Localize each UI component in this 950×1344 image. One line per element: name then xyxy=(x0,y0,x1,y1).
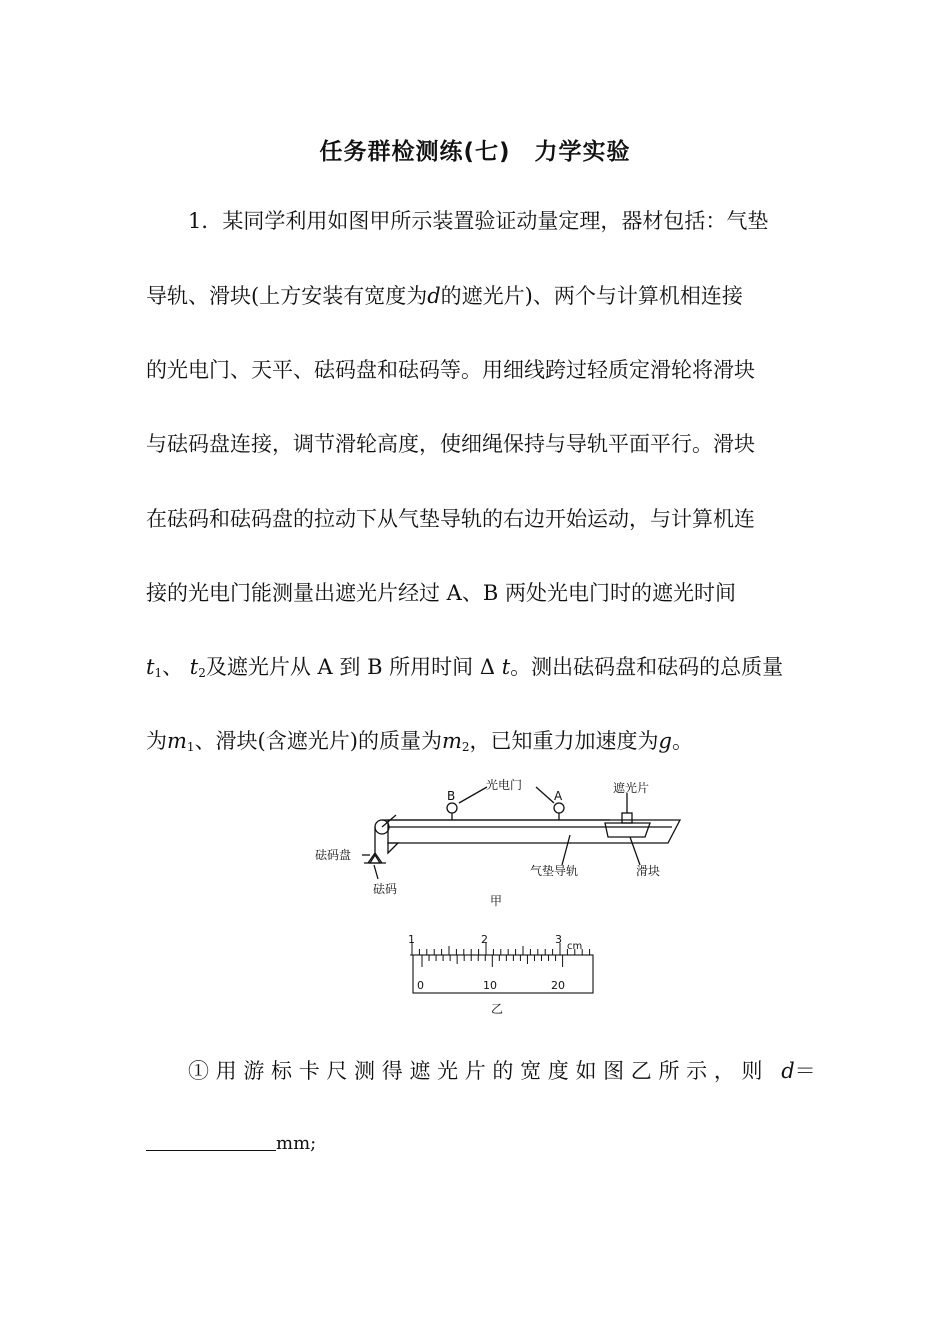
figure-b-caption: 乙 xyxy=(491,1002,504,1016)
pan-label: 砝码盘 xyxy=(315,848,352,862)
answer-line: mm; xyxy=(146,1132,806,1154)
gate-b-icon xyxy=(447,803,457,813)
problem-line-8: 为$m_1$、滑块(含遮光片)的质量为$m_2$，已知重力加速度为g。 xyxy=(146,729,693,754)
rail-label: 气垫导轨 xyxy=(530,864,579,878)
question-line: ① 用 游 标 卡 尺 测 得 遮 光 片 的 宽 度 如 图 乙 所 示 ， 则 d＝ xyxy=(188,1059,816,1083)
vernier-label-0: 0 xyxy=(417,979,424,992)
weight-label: 砝码 xyxy=(373,882,398,896)
main-tick-label-2: 2 xyxy=(481,933,488,946)
problem-line-2: 导轨、滑块(上方安装有宽度为d的遮光片)、两个与计算机相连接 xyxy=(146,284,743,308)
figure-a-caption: 甲 xyxy=(490,894,503,908)
gate-label: 光电门 xyxy=(486,778,523,792)
main-tick-label-3: 3 xyxy=(555,933,562,946)
problem-line-6: 接的光电门能测量出遮光片经过 A、B 两处光电门时的遮光时间 xyxy=(146,581,736,605)
problem-line-7: $t_1$、 $t_2$及遮光片从 A 到 B 所用时间 Δ t。测出砝码盘和砝码的总质量 xyxy=(146,655,784,680)
main-tick-label-1: 1 xyxy=(408,933,415,946)
shade-label: 遮光片 xyxy=(613,781,650,795)
gate-a-label: A xyxy=(554,789,563,803)
answer-blank[interactable] xyxy=(146,1132,276,1151)
problem-line-5: 在砝码和砝码盘的拉动下从气垫导轨的右边开始运动，与计算机连 xyxy=(146,507,755,531)
problem-line-4: 与砝码盘连接，调节滑轮高度，使细绳保持与导轨平面平行。滑块 xyxy=(146,432,755,456)
page-title: 任务群检测练(七) 力学实验 xyxy=(319,139,631,165)
problem-line-3: 的光电门、天平、砝码盘和砝码等。用细线跨过轻质定滑轮将滑块 xyxy=(146,358,755,382)
unit-label: cm xyxy=(567,941,583,952)
problem-line-1: 1．某同学利用如图甲所示装置验证动量定理，器材包括：气垫 xyxy=(188,209,769,233)
gate-a-icon xyxy=(554,803,564,813)
slider xyxy=(605,823,650,837)
vernier-label-20: 20 xyxy=(551,979,565,992)
shade-plate xyxy=(622,813,632,823)
slider-label: 滑块 xyxy=(636,864,661,878)
apparatus-figure xyxy=(300,775,700,915)
gate-b-label: B xyxy=(447,789,456,803)
vernier-caliper-figure xyxy=(395,925,605,1020)
vernier-body xyxy=(413,955,593,993)
vernier-label-10: 10 xyxy=(483,979,497,992)
